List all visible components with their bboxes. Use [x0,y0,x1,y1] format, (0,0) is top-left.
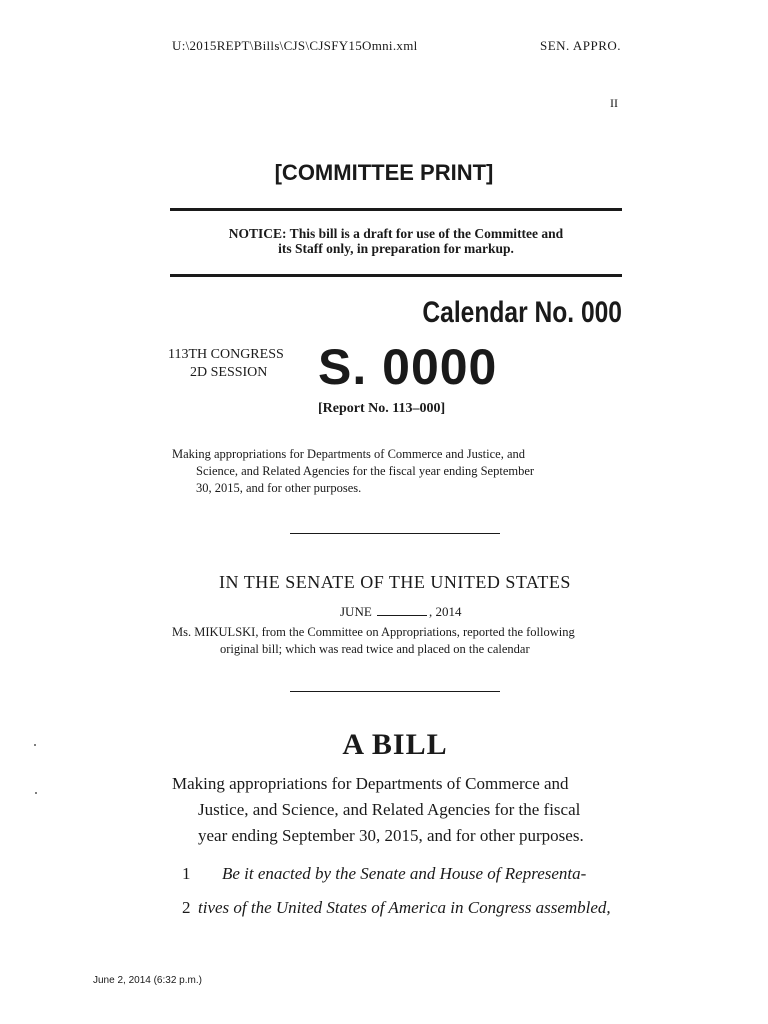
date-year: , 2014 [429,604,462,619]
doc-code: II [610,96,618,110]
bill-number: S. 0000 [318,339,498,395]
session-line: 2D SESSION [190,365,268,380]
long-title [172,771,632,849]
congress-line: 113TH CONGRESS [168,347,284,362]
date-blank [377,605,427,616]
report-number: [Report No. 113–000] [318,401,446,416]
file-path: U:\2015REPT\Bills\CJS\CJSFY15Omni.xml [172,38,418,53]
notice-line-1: NOTICE: This bill is a draft for use of the Committee and [228,226,564,241]
committee-abbrev: SEN. APPRO. [540,38,621,53]
line-number: 2 [182,898,191,917]
notice-bottom-rule [170,274,622,277]
divider-rule [290,533,500,534]
committee-print-title: [COMMITTEE PRINT] [274,160,494,185]
short-title-line-1: Making appropriations for Departments of Commerce and Justice, and [172,447,526,461]
short-title-line-3: 30, 2015, and for other purposes. [196,481,362,495]
divider-rule [290,691,500,692]
enacting-clause-line-1 [172,864,632,884]
notice-box [170,226,622,256]
long-title-line-2: Justice, and Science, and Related Agencies for the fiscal [198,800,581,819]
calendar-number: Calendar No. 000 [422,296,622,329]
notice-top-rule [170,208,622,211]
action-line-1: Ms. MIKULSKI, from the Committee on Appropriations, reported the following [172,625,575,639]
clause-text: tives of the United States of America in Congress assembled, [198,898,611,917]
line-number: 1 [182,864,191,883]
enacting-clause-line-2 [172,898,632,918]
scan-speck [34,744,36,746]
date-line [340,604,462,620]
notice-line-2: its Staff only, in preparation for markup. [278,241,514,256]
a-bill-heading: A BILL [342,728,448,761]
committee-action [172,624,624,658]
senate-heading: IN THE SENATE OF THE UNITED STATES [219,572,571,592]
short-title [172,446,622,497]
clause-text: Be it enacted by the Senate and House of Representa- [222,864,587,883]
long-title-line-3: year ending September 30, 2015, and for other purposes. [198,826,584,845]
date-month: JUNE [340,604,372,619]
congress-session [168,346,284,382]
long-title-line-1: Making appropriations for Departments of Commerce and [172,774,569,793]
scan-speck [35,792,37,794]
timestamp-footer: June 2, 2014 (6:32 p.m.) [93,975,202,986]
action-line-2: original bill; which was read twice and placed on the calendar [220,642,530,656]
short-title-line-2: Science, and Related Agencies for the fiscal year ending September [196,464,535,478]
